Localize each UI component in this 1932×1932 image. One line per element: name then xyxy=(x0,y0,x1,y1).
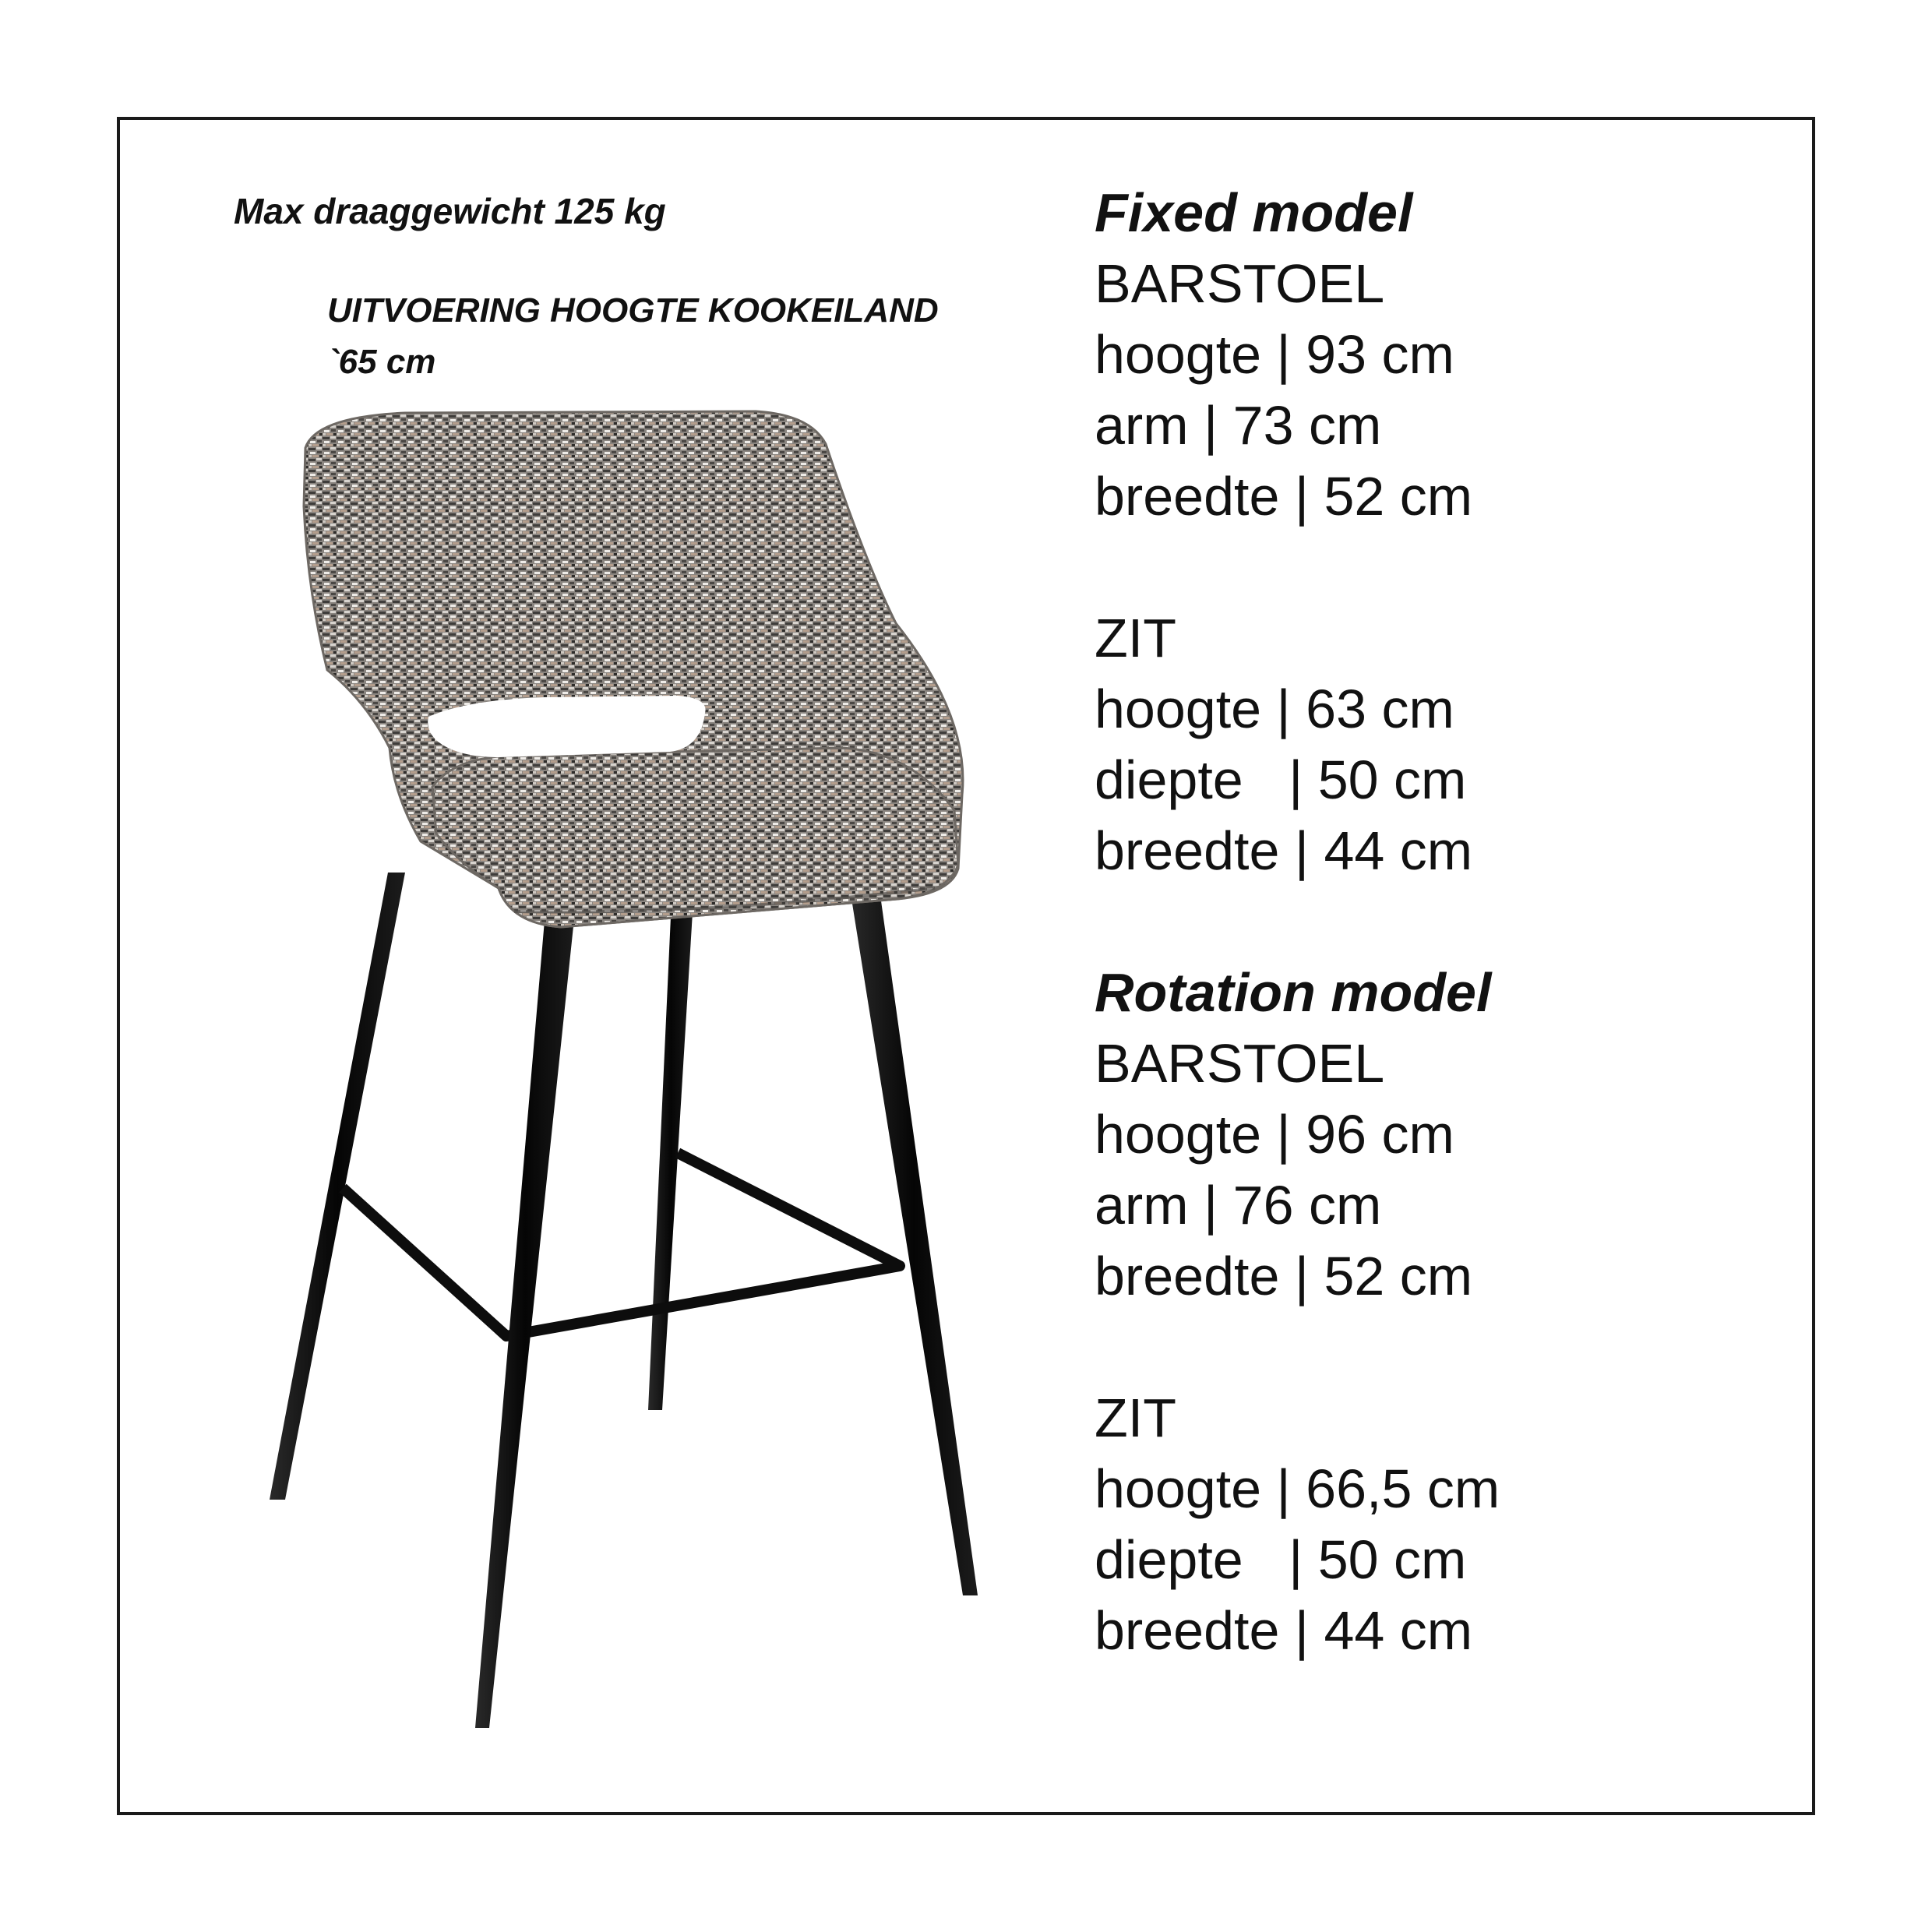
fixed-barstoel-arm: arm | 73 cm xyxy=(1095,395,1382,456)
fixed-barstoel-width: breedte | 52 cm xyxy=(1095,466,1473,527)
fixed-model-heading: Fixed model xyxy=(1095,182,1413,243)
footrest xyxy=(343,1153,900,1336)
height-version-line-2: `65 cm xyxy=(327,343,436,381)
back-left-leg xyxy=(270,873,405,1500)
height-version-line-1: UITVOERING HOOGTE KOOKEILAND xyxy=(327,291,939,330)
rotation-zit-depth: diepte | 50 cm xyxy=(1095,1529,1467,1590)
rotation-zit-title: ZIT xyxy=(1095,1387,1176,1448)
seat-cushion xyxy=(432,748,958,927)
rotation-barstoel-title: BARSTOEL xyxy=(1095,1033,1385,1094)
fixed-barstoel-height: hoogte | 93 cm xyxy=(1095,324,1454,385)
fixed-zit-depth: diepte | 50 cm xyxy=(1095,749,1467,810)
rotation-barstoel-width: breedte | 52 cm xyxy=(1095,1246,1473,1306)
rotation-zit-height: hoogte | 66,5 cm xyxy=(1095,1458,1500,1519)
rotation-zit-width: breedte | 44 cm xyxy=(1095,1600,1473,1661)
rotation-barstoel-arm: arm | 76 cm xyxy=(1095,1175,1382,1236)
fixed-zit-height: hoogte | 63 cm xyxy=(1095,679,1454,739)
rotation-model-heading: Rotation model xyxy=(1095,962,1492,1023)
back-opening xyxy=(428,696,705,757)
max-weight-note: Max draaggewicht 125 kg xyxy=(234,191,666,231)
fixed-zit-width: breedte | 44 cm xyxy=(1095,820,1473,881)
fixed-zit-title: ZIT xyxy=(1095,608,1176,668)
spec-sheet xyxy=(1095,178,1796,1666)
front-right-leg xyxy=(849,884,978,1595)
rotation-barstoel-height: hoogte | 96 cm xyxy=(1095,1104,1454,1165)
fixed-barstoel-title: BARSTOEL xyxy=(1095,253,1385,314)
